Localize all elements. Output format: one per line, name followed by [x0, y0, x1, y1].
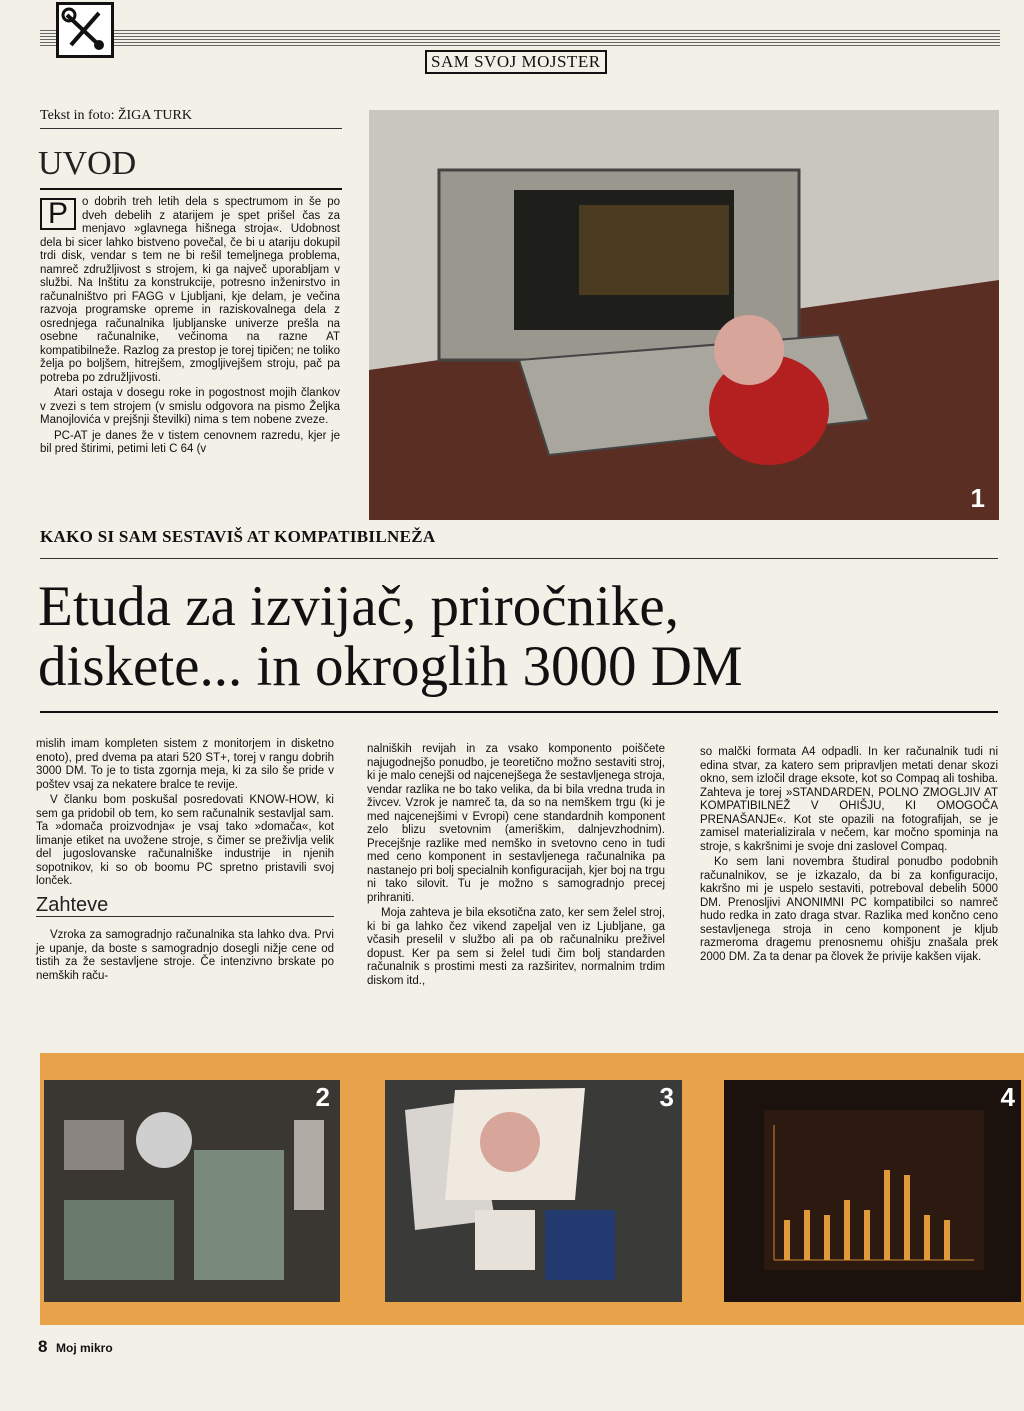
dropcap: P — [40, 198, 76, 230]
body-paragraph: mislih imam kompleten sistem z monitorjem in disketno enoto), pred dvema pa atari 520 ST+, torej v rangu dobrih 3000 DM. To je to tista zgornja meja, ki za silo še pride v poštev vsaj za nekatere bralce te revije. — [36, 738, 334, 791]
divider — [36, 916, 334, 917]
column-3 — [700, 746, 998, 966]
divider — [40, 558, 998, 559]
column-1 — [36, 738, 334, 985]
photo-number: 2 — [315, 1082, 330, 1112]
photo-manuals — [385, 1080, 682, 1302]
page-number: 8 — [38, 1337, 48, 1356]
intro-paragraph: Atari ostaja v dosegu roke in pogostnost mojih člankov v zvezi s tem strojem (v smislu odgovora na pismo Željka Manojlovića v prejšnji številki) nima s tem nobene zveze. — [40, 387, 340, 426]
photo-number: 3 — [659, 1082, 674, 1112]
divider — [40, 711, 998, 713]
article-title — [38, 577, 743, 697]
subheading: Zahteve — [36, 893, 109, 916]
column-2 — [367, 743, 665, 990]
body-paragraph: Ko sem lani novembra študiral ponudbo podobnih računalnikov, se je izkazalo, da bi za konfiguracijo, kakršno mi je uspelo sestaviti, potreboval debelih 5000 DM. Prenosljivi ANONIMNI PC kompatibilci so namreč hudo redka in zato draga stvar. Razlika med končno ceno sestavljenega stroja in ceno komponent je kljub razmeroma dragemu prenosnemu ohišju znašala prek 2000 DM. Za ta denar pa človek že privije kakšen vijak. — [700, 856, 998, 963]
article-title-line: diskete... in okroglih 3000 DM — [38, 635, 743, 698]
photo-computer — [369, 110, 999, 520]
tools-logo-icon — [56, 2, 114, 58]
section-label: SAM SVOJ MOJSTER — [425, 50, 607, 74]
body-paragraph: nalniških revijah in za vsako komponento poiščete najugodnejšo ponudbo, je teoretično možno sestaviti stroj, ki je malo cenejši od najcenejšega že sestavljenega stroja, vendar razlika ne bo tako velika, da bi bila vredna truda in živcev. Vzrok je namreč ta, da so na nemškem trgu (ki je med najcenejšimi v Evropi) cene standardnih komponent zelo blizu svetovnim (ameriškim, dalnjevzhodnim). Precejšnje razlike med nemško in svetovno ceno in tudi med ceno komponent in sestavljenega računalnika pa nastanejo pri bolj specialnih konfiguracijah, kjer boj na trgu ni tako silovit. Tu je možno s samogradnjo precej prihraniti. — [367, 743, 665, 904]
body-paragraph: Vzroka za samogradnjo računalnika sta lahko dva. Prvi je upanje, da boste s samogradnjo dosegli nižje cene od tistih za že sestavljene stroje. Če intenzivno brskate po nemških raču- — [36, 929, 334, 982]
photo-number: 4 — [1000, 1082, 1015, 1112]
body-paragraph: Moja zahteva je bila eksotična zato, ker sem želel stroj, ki bi ga lahko čez vikend zapeljal ven iz Ljubljane, ga včasih preselil v službo ali pa ob računalniku preživel dopust. Ker pa sem si želel tudi čim bolj standarden računalnik s prostimi mesti za razširitev, normalnim trdim diskom itd., — [367, 907, 665, 987]
divider — [40, 128, 342, 129]
photo-screen-chart — [724, 1080, 1021, 1302]
photo-components — [44, 1080, 340, 1302]
header-rule — [40, 30, 1000, 48]
intro-heading: UVOD — [38, 145, 137, 182]
body-paragraph: V članku bom poskušal posredovati KNOW-HOW, ki sem ga pridobil ob tem, ko sem računalnik sestavljal sam. Ta »domača proizvodnja« je vsaj tako »domača«, kot limanje etiket na uvožene stroje, s čimer se preživlja velik del jugoslovanske računalniške industrije in njenih sopotnikov, ki so ob boomu PC spretno pristavili svoj lonček. — [36, 794, 334, 887]
intro-text — [40, 196, 340, 514]
magazine-name: Moj mikro — [56, 1341, 113, 1355]
photo-number: 1 — [970, 483, 985, 513]
body-paragraph: so malčki formata A4 odpadli. In ker računalnik tudi ni edina stvar, za katero sem pripravljen metati denar skozi okno, sem izločil drage eksote, kot so Compaq ali toshiba. Zahteva je torej »STANDARDEN, POLNO ZMOGLJIV AT KOMPATIBILNEŽ V OHIŠJU, KI OMOGOČA PRENAŠANJE«. Kot ste opazili na fotografijah, se je zamisel materializirala v nečem, kar močno spominja na stroje, s kakršnimi je svoje dni zaslovel Compaq. — [700, 746, 998, 853]
intro-paragraph: o dobrih treh letih dela s spectrumom in še po dveh debelih z atarijem je spet prišel čas za menjavo »glavnega hišnega stroja«. Udobnost dela bi sicer lahko bistveno povečal, če bi u atariju dokupil trdi disk, vendar s tem ne bi rešil temeljnega problema, namreč združljivost s strojem, ki ga največ uporabljam v službi. Na Inštitu za konstrukcije, potresno inženirstvo in računalništvo pri FAGG v Ljubljani, kje delam, je večina razvoja programske opreme in raziskovalnega dela z osrednjega računalnika ljubljanske univerze prešla na osebne računalnike, večinoma na razne AT kompatibilneže. Razlog za prestop je torej tipičen; ne toliko želja po boljšem, hitrejšem, zmogljivejšem stroju, pač pa potreba po združljivosti. — [40, 196, 340, 384]
byline: Tekst in foto: ŽIGA TURK — [40, 108, 192, 123]
article-title-line: Etuda za izvijač, priročnike, — [38, 575, 679, 638]
intro-paragraph: PC-AT je danes že v tistem cenovnem razredu, kjer je bil pred štirimi, petimi leti C 64 (v — [40, 429, 340, 455]
divider — [40, 188, 342, 190]
article-kicker: KAKO SI SAM SESTAVIŠ AT KOMPATIBILNEŽA — [40, 527, 436, 546]
